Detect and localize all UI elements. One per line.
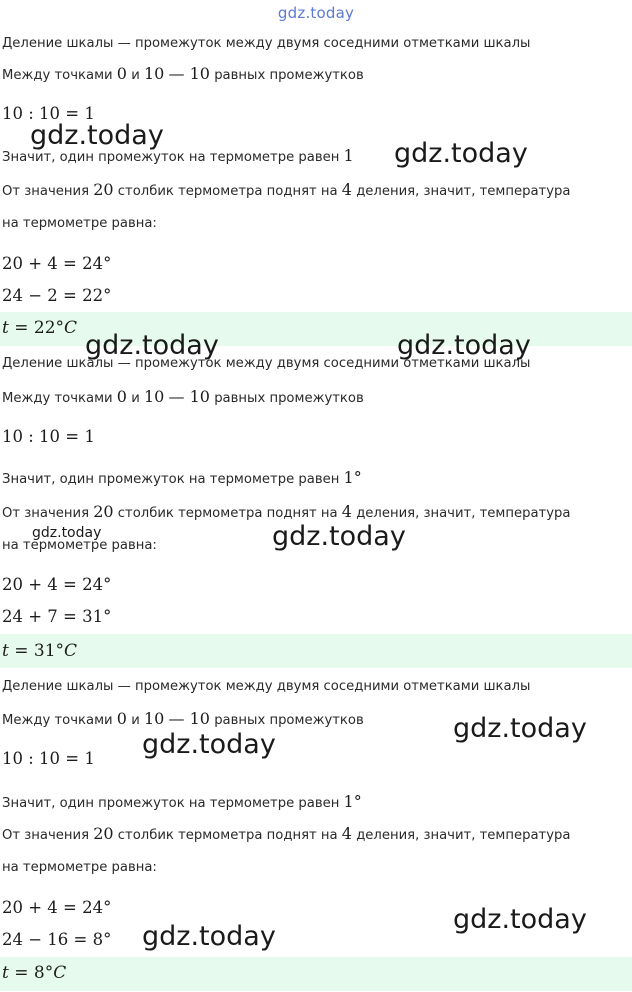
watermark: gdz.today <box>397 330 531 361</box>
sum-equation: 20 + 4 = 24° <box>2 898 112 917</box>
one-interval-line: Значит, один промежуток на термометре равен 1° <box>2 792 362 811</box>
watermark: gdz.today <box>272 521 406 552</box>
one-interval-line: Значит, один промежуток на термометре равен 1° <box>2 468 362 487</box>
raised-line: От значения 20 столбик термометра поднят на 4 деления, значит, температура <box>2 502 571 521</box>
watermark: gdz.today <box>453 713 587 744</box>
answer-line: t = 8°C <box>2 963 67 983</box>
watermark: gdz.today <box>142 921 276 952</box>
step-equation: 24 − 2 = 22° <box>2 286 112 305</box>
watermark: gdz.today <box>32 525 102 541</box>
interval-count-line: Между точками 0 и 10 — 10 равных промежутков <box>2 709 364 728</box>
division-definition: Деление шкалы — промежуток между двумя соседними отметками шкалы <box>2 356 531 371</box>
raised-line: От значения 20 столбик термометра поднят на 4 деления, значит, температура <box>2 824 571 843</box>
answer-line: t = 22°C <box>2 318 78 338</box>
temp-equals-line: на термометре равна: <box>2 216 157 231</box>
sum-equation: 20 + 4 = 24° <box>2 575 112 594</box>
division-definition: Деление шкалы — промежуток между двумя соседними отметками шкалы <box>2 36 531 51</box>
temp-equals-line: на термометре равна: <box>2 860 157 875</box>
answer-highlight <box>0 634 632 668</box>
division-equation: 10 : 10 = 1 <box>2 427 95 446</box>
watermark: gdz.today <box>30 120 164 151</box>
answer-highlight <box>0 957 632 991</box>
watermark: gdz.today <box>85 330 219 361</box>
watermark: gdz.today <box>142 729 276 760</box>
answer-line: t = 31°C <box>2 641 78 661</box>
site-logo-text: gdz.today <box>277 4 355 22</box>
site-header <box>0 0 632 26</box>
raised-line: От значения 20 столбик термометра поднят на 4 деления, значит, температура <box>2 180 571 199</box>
watermark: gdz.today <box>453 904 587 935</box>
interval-count-line: Между точками 0 и 10 — 10 равных промежутков <box>2 64 364 83</box>
interval-count-line: Между точками 0 и 10 — 10 равных промежутков <box>2 387 364 406</box>
sum-equation: 20 + 4 = 24° <box>2 254 112 273</box>
watermark: gdz.today <box>394 138 528 169</box>
division-equation: 10 : 10 = 1 <box>2 104 95 123</box>
division-equation: 10 : 10 = 1 <box>2 749 95 768</box>
division-definition: Деление шкалы — промежуток между двумя соседними отметками шкалы <box>2 679 531 694</box>
temp-equals-line: на термометре равна: <box>2 538 157 553</box>
step-equation: 24 − 16 = 8° <box>2 930 112 949</box>
one-interval-line: Значит, один промежуток на термометре равен 1 <box>2 146 354 165</box>
step-equation: 24 + 7 = 31° <box>2 607 112 626</box>
